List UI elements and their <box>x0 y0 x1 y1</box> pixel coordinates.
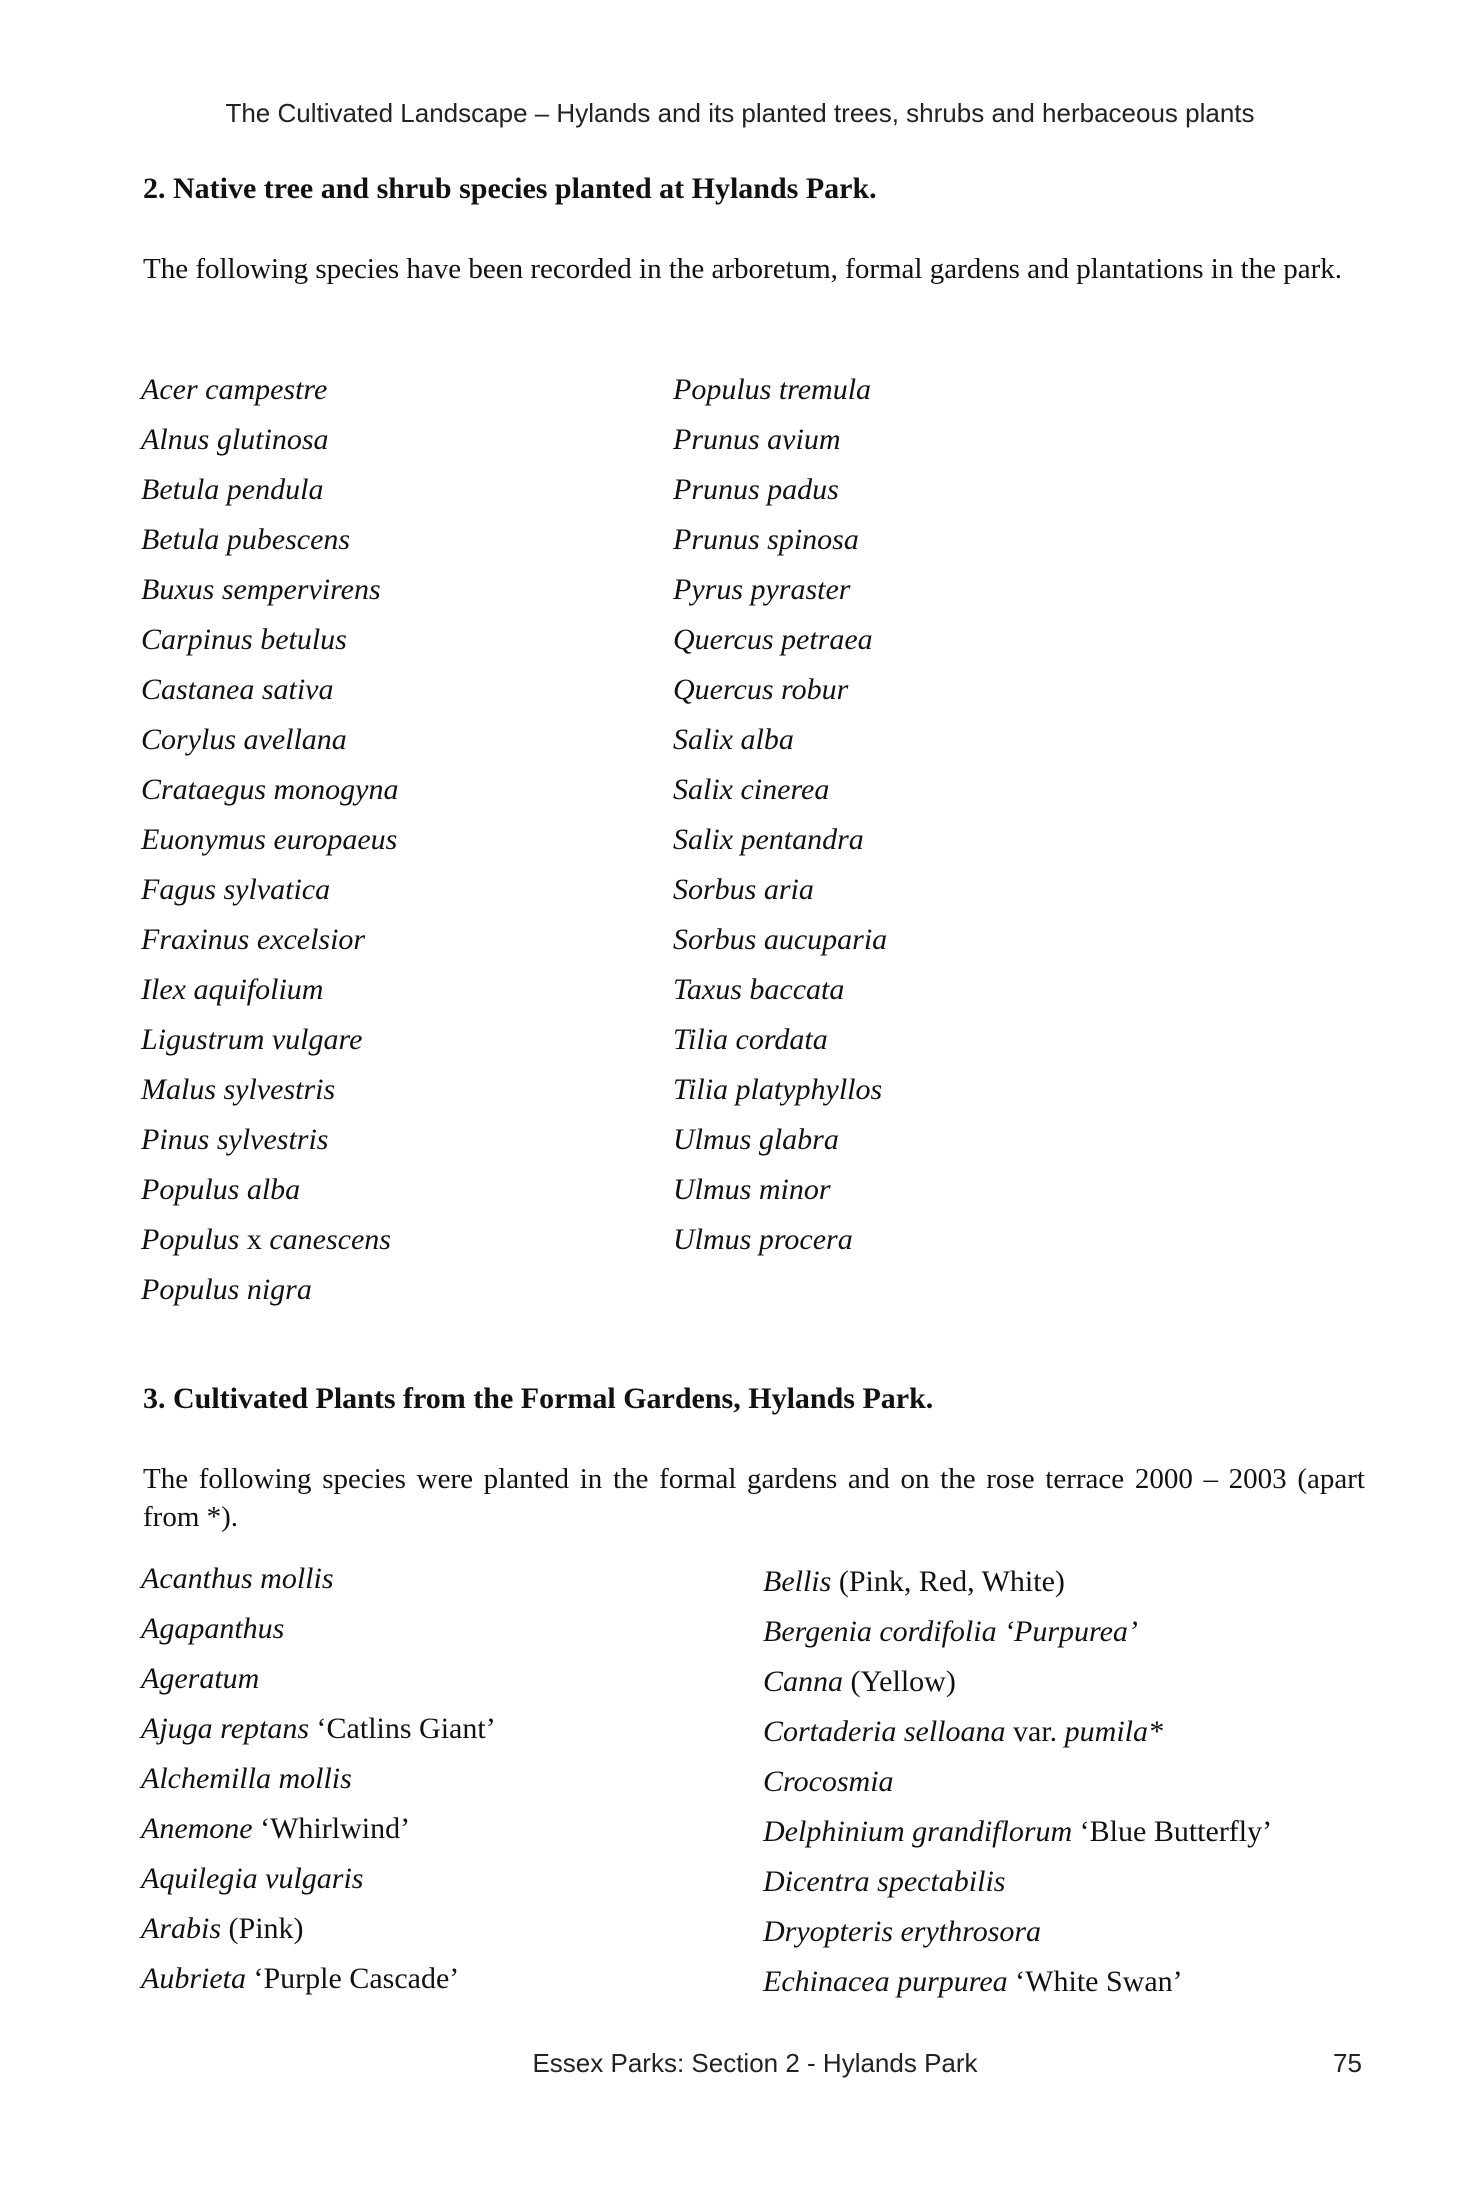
section-3-heading: 3. Cultivated Plants from the Formal Gardens, Hylands Park. <box>143 1382 934 1415</box>
plant-name: Cortaderia selloana <box>763 1715 1006 1748</box>
list-item: Euonymus europaeus <box>141 823 398 856</box>
plant-name: Dicentra spectabilis <box>763 1865 1006 1898</box>
list-item: Betula pubescens <box>141 523 351 556</box>
plant-name: Acanthus mollis <box>141 1562 334 1595</box>
list-item: Fagus sylvatica <box>141 873 331 906</box>
list-item <box>141 1554 496 1604</box>
list-item <box>763 1707 1272 1757</box>
list-item <box>141 1704 496 1754</box>
list-item <box>763 1857 1272 1907</box>
list-item: Prunus spinosa <box>673 523 859 556</box>
list-item: Populus alba <box>141 1173 301 1206</box>
cultivar: ‘White Swan’ <box>1007 1965 1183 1998</box>
genus: Populus <box>141 1223 240 1256</box>
cultivar: (Yellow) <box>843 1665 956 1698</box>
section-2-intro: The following species have been recorded in the arboretum, formal gardens and plantations in the park. <box>143 253 1343 285</box>
list-item: Salix pentandra <box>673 823 864 856</box>
list-item: Salix cinerea <box>673 773 830 806</box>
list-item: Betula pendula <box>141 473 324 506</box>
formal-garden-right-column <box>763 1557 1272 2007</box>
plant-name: Arabis <box>141 1912 222 1945</box>
list-item <box>141 1904 496 1954</box>
list-item <box>763 1657 1272 1707</box>
list-item <box>763 1757 1272 1807</box>
list-item: Ilex aquifolium <box>141 973 324 1006</box>
list-item <box>763 1607 1272 1657</box>
plant-name: Ageratum <box>141 1662 260 1695</box>
native-species-right-column <box>673 365 887 1265</box>
plant-name: Aubrieta <box>141 1962 246 1995</box>
list-item: Ligustrum vulgare <box>141 1023 363 1056</box>
plant-name: Ajuga reptans <box>141 1712 310 1745</box>
list-item: Acer campestre <box>141 373 328 406</box>
list-item <box>141 1654 496 1704</box>
list-item: Ulmus minor <box>673 1173 831 1206</box>
cultivar: ‘Blue Butterfly’ <box>1072 1815 1273 1848</box>
cultivar: ‘Whirlwind’ <box>252 1812 411 1845</box>
variety-name: pumila* <box>1064 1715 1164 1748</box>
formal-garden-left-column <box>141 1554 496 2004</box>
list-item <box>763 1957 1272 2007</box>
list-item: Quercus petraea <box>673 623 873 656</box>
plant-name: Anemone <box>141 1812 253 1845</box>
list-item <box>141 1604 496 1654</box>
list-item: Ulmus glabra <box>673 1123 839 1156</box>
cultivar: ‘Catlins Giant’ <box>309 1712 496 1745</box>
list-item: Prunus padus <box>673 473 839 506</box>
list-item <box>141 1804 496 1854</box>
list-item <box>141 1954 496 2004</box>
list-item: Pinus sylvestris <box>141 1123 329 1156</box>
list-item: Pyrus pyraster <box>673 573 851 606</box>
plant-name: Bergenia cordifolia ‘Purpurea’ <box>763 1615 1138 1648</box>
list-item: Taxus baccata <box>673 973 845 1006</box>
list-item: Ulmus procera <box>673 1223 853 1256</box>
list-item <box>763 1907 1272 1957</box>
plant-name: Delphinium grandiflorum <box>763 1815 1073 1848</box>
list-item: Fraxinus excelsior <box>141 923 366 956</box>
plant-name: Crocosmia <box>763 1765 894 1798</box>
cultivar: ‘Purple Cascade’ <box>246 1962 460 1995</box>
page-number: 75 <box>1333 2048 1362 2078</box>
variety-marker: var. <box>1005 1715 1065 1748</box>
list-item <box>141 1215 399 1265</box>
list-item: Sorbus aucuparia <box>673 923 888 956</box>
list-item: Sorbus aria <box>673 873 814 906</box>
list-item: Buxus sempervirens <box>141 573 381 606</box>
native-species-left-column <box>141 365 399 1315</box>
list-item: Tilia cordata <box>673 1023 828 1056</box>
plant-name: Aquilegia vulgaris <box>141 1862 364 1895</box>
list-item: Corylus avellana <box>141 723 347 756</box>
plant-name: Dryopteris erythrosora <box>763 1915 1042 1948</box>
list-item: Malus sylvestris <box>141 1073 336 1106</box>
cultivar: (Pink) <box>221 1912 304 1945</box>
list-item: Crataegus monogyna <box>141 773 399 806</box>
list-item: Carpinus betulus <box>141 623 347 656</box>
cultivar: (Pink, Red, White) <box>831 1565 1065 1598</box>
list-item <box>763 1807 1272 1857</box>
plant-name: Alchemilla mollis <box>141 1762 352 1795</box>
list-item: Tilia platyphyllos <box>673 1073 883 1106</box>
list-item: Castanea sativa <box>141 673 334 706</box>
list-item: Salix alba <box>673 723 794 756</box>
list-item <box>141 1754 496 1804</box>
plant-name: Bellis <box>763 1565 832 1598</box>
plant-name: Echinacea purpurea <box>763 1965 1008 1998</box>
list-item: Populus tremula <box>673 373 872 406</box>
hybrid-marker: x <box>239 1223 270 1256</box>
list-item: Alnus glutinosa <box>141 423 329 456</box>
running-header: The Cultivated Landscape – Hylands and its planted trees, shrubs and herbaceous plants <box>225 98 1255 128</box>
list-item <box>141 1854 496 1904</box>
epithet: canescens <box>269 1223 391 1256</box>
plant-name: Canna <box>763 1665 844 1698</box>
list-item: Quercus robur <box>673 673 849 706</box>
section-2-heading: 2. Native tree and shrub species planted at Hylands Park. <box>143 172 877 205</box>
footer-title: Essex Parks: Section 2 - Hylands Park <box>532 2048 978 2078</box>
plant-name: Agapanthus <box>141 1612 285 1645</box>
list-item <box>763 1557 1272 1607</box>
list-item: Prunus avium <box>673 423 841 456</box>
list-item: Populus nigra <box>141 1273 312 1306</box>
section-3-intro: The following species were planted in the formal gardens and on the rose terrace 2000 – 2003 (apart from *). <box>143 1463 1365 1533</box>
